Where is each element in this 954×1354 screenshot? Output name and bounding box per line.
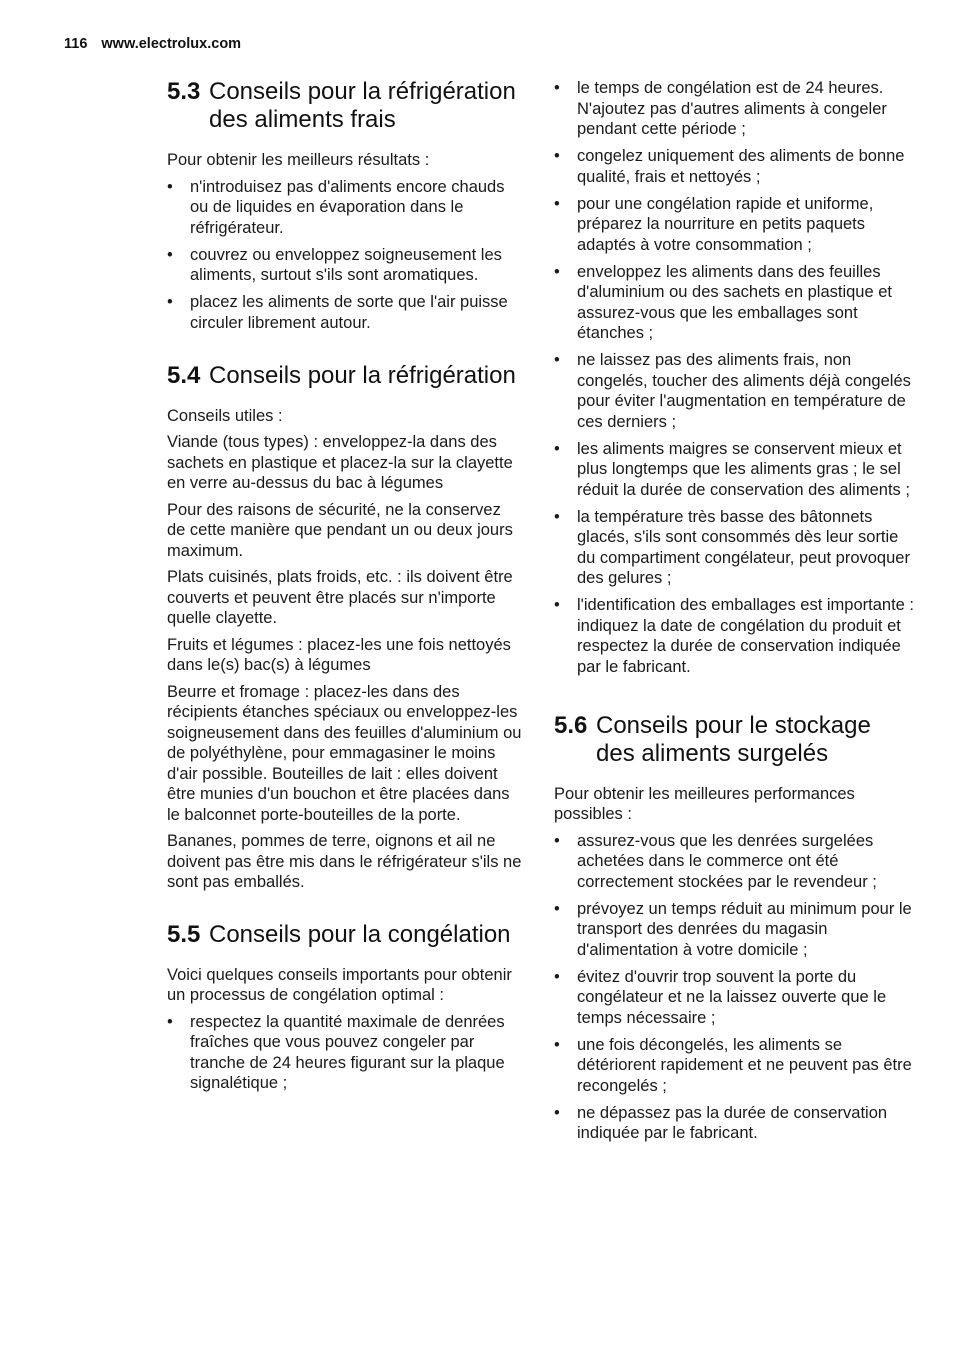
section-5-4-heading: 5.4 Conseils pour la réfrigération — [167, 361, 516, 389]
list-item: • pour une congélation rapide et uniforme, préparez la nourriture en petits paquets adaptés à votre consommation ; — [554, 194, 874, 254]
page-number: 116 — [64, 36, 88, 52]
list-item: • assurez-vous que les denrées surgelées achetées dans le commerce ont été correctement stockées par le revendeur ; — [554, 831, 877, 891]
list-item: • une fois décongelés, les aliments se détériorent rapidement et ne peuvent pas être recongelés ; — [554, 1035, 912, 1095]
section-5-5-heading: 5.5 Conseils pour la congélation — [167, 920, 511, 948]
list-item: • évitez d'ouvrir trop souvent la porte du congélateur et ne la laissez ouverte que le temps nécessaire ; — [554, 967, 887, 1027]
section-5-5-list — [167, 1012, 522, 1094]
paragraph: Beurre et fromage : placez-les dans des récipients étanches spéciaux ou enveloppez-les soigneusement dans des feuilles d'aluminium ou de polyéthylène, pour emmagasiner le moins d'air possible. Bouteilles de lait : elles doivent être munies d'un bouchon et être placées dans le balconnet porte-bouteilles de la porte. — [167, 682, 522, 824]
section-5-3-heading: 5.3 Conseils pour la réfrigération des aliments frais — [167, 78, 516, 133]
section-5-6-list — [554, 831, 914, 1144]
list-item: • n'introduisez pas d'aliments encore chauds ou de liquides en évaporation dans le réfrigérateur. — [167, 177, 505, 237]
section-5-6-intro: Pour obtenir les meilleures performances possibles : — [554, 784, 855, 823]
section-5-6-heading: 5.6 Conseils pour le stockage des aliments surgelés — [554, 711, 871, 767]
paragraph: Plats cuisinés, plats froids, etc. : ils doivent être couverts et peuvent être placés sur n'importe quelle clayette. — [167, 568, 513, 627]
list-item: • respectez la quantité maximale de denrées fraîches que vous pouvez congeler par tranche de 24 heures figurant sur la plaque signalétique ; — [167, 1012, 505, 1092]
paragraph: Viande (tous types) : enveloppez-la dans des sachets en plastique et placez-la sur la clayette en verre au-dessus du bac à légumes — [167, 433, 513, 492]
section-5-5-intro: Voici quelques conseils importants pour obtenir un processus de congélation optimal : — [167, 965, 512, 1004]
paragraph: Pour des raisons de sécurité, ne la conservez de cette manière que pendant un ou deux jours maximum. — [167, 500, 513, 560]
website-url: www.electrolux.com — [101, 36, 242, 52]
right-column — [554, 78, 914, 1150]
left-column — [167, 78, 522, 1100]
list-item: • ne laissez pas des aliments frais, non congelés, toucher des aliments déjà congelés pour éviter l'augmentation en température de ces derniers ; — [554, 351, 911, 431]
list-item: • placez les aliments de sorte que l'air puisse circuler librement autour. — [167, 293, 508, 332]
list-item: • les aliments maigres se conservent mieux et plus longtemps que les aliments gras ; le sel réduit la durée de conservation des aliments ; — [554, 439, 910, 499]
paragraph: Fruits et légumes : placez-les une fois nettoyés dans le(s) bac(s) à légumes — [167, 635, 511, 674]
list-item: • prévoyez un temps réduit au minimum pour le transport des denrées du magasin d'alimentation à votre domicile ; — [554, 899, 912, 959]
paragraph: Bananes, pommes de terre, oignons et ail ne doivent pas être mis dans le réfrigérateur s'ils ne sont pas emballés. — [167, 832, 522, 891]
section-5-5-list-continued — [554, 78, 914, 677]
list-item: • le temps de congélation est de 24 heures. N'ajoutez pas d'autres aliments à congeler pendant cette période ; — [554, 79, 887, 138]
section-5-3-intro: Pour obtenir les meilleurs résultats : — [167, 151, 430, 169]
list-item: • couvrez ou enveloppez soigneusement les aliments, surtout s'ils sont aromatiques. — [167, 245, 502, 284]
list-item: • l'identification des emballages est importante : indiquez la date de congélation du produit et respectez la durée de conservation indiquée par le fabricant. — [554, 596, 915, 676]
list-item: • enveloppez les aliments dans des feuilles d'aluminium ou des sachets en plastique et assurez-vous que les emballages sont étanches ; — [554, 262, 893, 342]
list-item: • la température très basse des bâtonnets glacés, s'ils sont consommés dès leur sortie du compartiment congélateur, peut provoquer des gelures ; — [554, 507, 910, 587]
section-5-3-list — [167, 177, 522, 334]
list-item: • congelez uniquement des aliments de bonne qualité, frais et nettoyés ; — [554, 147, 905, 186]
page-header — [64, 36, 241, 52]
list-item: • ne dépassez pas la durée de conservation indiquée par le fabricant. — [554, 1103, 888, 1142]
paragraph: Conseils utiles : — [167, 406, 283, 425]
